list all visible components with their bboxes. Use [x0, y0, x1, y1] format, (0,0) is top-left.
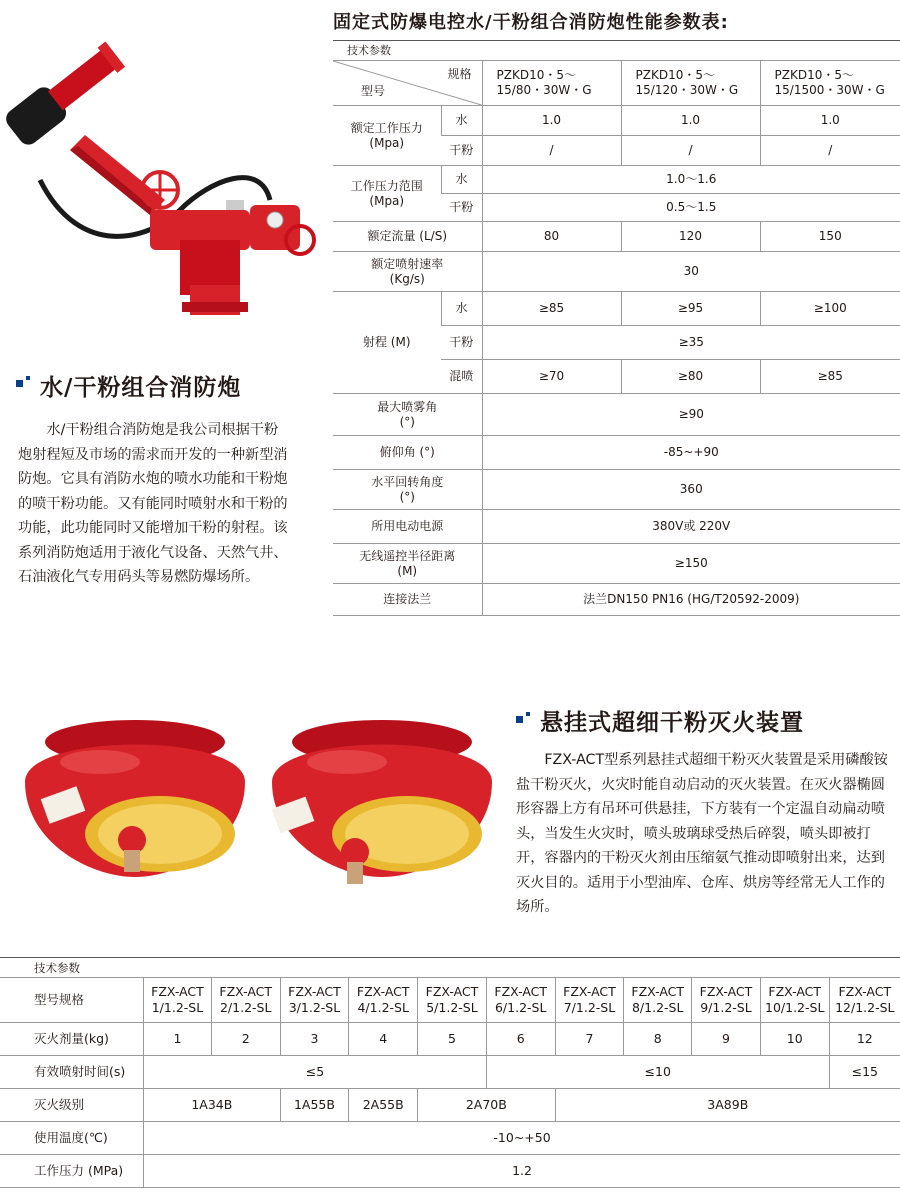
model-cell: FZX-ACT 9/1.2-SL: [692, 978, 761, 1023]
hanging-extinguisher-image: [267, 712, 497, 892]
row-label: 额定喷射速率 (Kg/s): [333, 252, 482, 292]
model-cell: PZKD10・5～ 15/1500・30W・G: [760, 61, 900, 106]
model-cell: FZX-ACT 8/1.2-SL: [624, 978, 692, 1023]
table-cell: 12: [829, 1023, 900, 1056]
table-cell: 2A55B: [349, 1089, 418, 1122]
row-label: 连接法兰: [333, 584, 482, 616]
cannon-table-title: 固定式防爆电控水/干粉组合消防炮性能参数表:: [333, 12, 729, 33]
table-cell: ≥35: [482, 326, 900, 360]
table-cell: 1.0: [482, 106, 621, 136]
model-cell: FZX-ACT 7/1.2-SL: [555, 978, 624, 1023]
row-label: 工作压力 (MPa): [0, 1155, 144, 1188]
table-cell: ≥85: [760, 360, 900, 394]
table-cell: 3: [280, 1023, 349, 1056]
table-header: 技术参数: [333, 41, 900, 61]
table-cell: 5: [418, 1023, 487, 1056]
row-label: 射程 (M): [333, 292, 441, 394]
table-cell: ≥85: [482, 292, 621, 326]
model-cell: FZX-ACT 2/1.2-SL: [211, 978, 280, 1023]
row-label: 工作压力范围 (Mpa): [333, 166, 441, 222]
model-cell: FZX-ACT 3/1.2-SL: [280, 978, 349, 1023]
table-cell: /: [760, 136, 900, 166]
table-cell: 150: [760, 222, 900, 252]
table-cell: 360: [482, 470, 900, 510]
table-header: 技术参数: [0, 958, 900, 978]
sub-label: 水: [441, 292, 482, 326]
sub-label: 干粉: [441, 194, 482, 222]
sub-label: 干粉: [441, 136, 482, 166]
table-cell: ≥70: [482, 360, 621, 394]
table-cell: 30: [482, 252, 900, 292]
row-label: 型号规格: [0, 978, 144, 1023]
model-cell: PZKD10・5～ 15/120・30W・G: [621, 61, 760, 106]
table-cell: 1.0: [760, 106, 900, 136]
table-cell: /: [621, 136, 760, 166]
model-cell: FZX-ACT 12/1.2-SL: [829, 978, 900, 1023]
table-cell: ≥80: [621, 360, 760, 394]
table-cell: 4: [349, 1023, 418, 1056]
model-cell: FZX-ACT 6/1.2-SL: [486, 978, 555, 1023]
table-cell: 120: [621, 222, 760, 252]
table-cell: 1.2: [144, 1155, 900, 1188]
table-cell: 1.0: [621, 106, 760, 136]
heading-bullet-icon: [526, 712, 530, 716]
sub-label: 混喷: [441, 360, 482, 394]
row-label: 所用电动电源: [333, 510, 482, 544]
row-label: 使用温度(℃): [0, 1122, 144, 1155]
hanging-heading: 悬挂式超细干粉灭火装置: [540, 710, 804, 736]
table-cell: 2A70B: [418, 1089, 556, 1122]
sub-label: 水: [441, 166, 482, 194]
table-cell: ≥90: [482, 394, 900, 436]
table-cell: 1: [144, 1023, 212, 1056]
row-label: 水平回转角度 (°): [333, 470, 482, 510]
table-cell: 1A34B: [144, 1089, 281, 1122]
table-cell: 6: [486, 1023, 555, 1056]
table-cell: ≥100: [760, 292, 900, 326]
table-cell: 2: [211, 1023, 280, 1056]
sub-label: 水: [441, 106, 482, 136]
sub-label: 干粉: [441, 326, 482, 360]
model-cell: FZX-ACT 10/1.2-SL: [760, 978, 829, 1023]
model-label: 型号: [361, 84, 386, 98]
table-cell: 3A89B: [555, 1089, 900, 1122]
cannon-description: 水/干粉组合消防炮是我公司根据干粉炮射程短及市场的需求而开发的一种新型消防炮。它具有消防水炮的喷水功能和干粉炮的喷干粉功能。又有能同时喷射水和干粉的功能，此功能同时又能增加干粉的射程。该系列消防炮适用于液化气设备、天然气井、石油液化气专用码头等易燃防爆场所。: [18, 422, 288, 585]
table-cell: /: [482, 136, 621, 166]
cannon-spec-table: [333, 40, 900, 616]
heading-bullet-icon: [516, 716, 523, 723]
table-cell: 9: [692, 1023, 761, 1056]
row-label: 额定工作压力 (Mpa): [333, 106, 441, 166]
model-cell: FZX-ACT 4/1.2-SL: [349, 978, 418, 1023]
row-label: 有效喷射时间(s): [0, 1056, 144, 1089]
table-cell: ≥95: [621, 292, 760, 326]
table-cell: ≤15: [829, 1056, 900, 1089]
diagonal-header-cell: [333, 61, 482, 106]
row-label: 无线遥控半径距离 (M): [333, 544, 482, 584]
table-cell: ≤10: [486, 1056, 829, 1089]
row-label: 俯仰角 (°): [333, 436, 482, 470]
table-cell: 380V或 220V: [482, 510, 900, 544]
hanging-description: FZX-ACT型系列悬挂式超细干粉灭火装置是采用磷酸铵盐干粉灭火，火灾时能自动启动的灭火装置。在灭火器椭圆形容器上方有吊环可供悬挂，下方装有一个定温自动扁动喷头，当发生火灾时，喷头玻璃球受热后碎裂，喷头即被打开，容器内的干粉灭火剂由压缩氨气推动即喷射出来，达到灭火目的。适用于小型油库、仓库、烘房等经常无人工作的场所。: [516, 752, 888, 915]
heading-bullet-icon: [16, 380, 23, 387]
table-cell: -10~+50: [144, 1122, 900, 1155]
table-cell: ≥150: [482, 544, 900, 584]
row-label: 最大喷雾角 (°): [333, 394, 482, 436]
table-cell: 0.5～1.5: [482, 194, 900, 222]
model-cell: PZKD10・5～ 15/80・30W・G: [482, 61, 621, 106]
hanging-spec-table: [0, 957, 900, 1188]
hanging-extinguisher-image: [20, 712, 250, 892]
spec-label: 规格: [447, 67, 472, 81]
table-cell: 8: [624, 1023, 692, 1056]
table-cell: 1A55B: [280, 1089, 349, 1122]
table-cell: 7: [555, 1023, 624, 1056]
fire-cannon-image: [0, 40, 330, 325]
model-cell: FZX-ACT 5/1.2-SL: [418, 978, 487, 1023]
table-cell: 80: [482, 222, 621, 252]
table-cell: -85~+90: [482, 436, 900, 470]
cannon-heading: 水/干粉组合消防炮: [40, 375, 242, 401]
model-cell: FZX-ACT 1/1.2-SL: [144, 978, 212, 1023]
table-cell: 法兰DN150 PN16 (HG/T20592-2009): [482, 584, 900, 616]
row-label: 灭火剂量(kg): [0, 1023, 144, 1056]
row-label: 额定流量 (L/S): [333, 222, 482, 252]
table-cell: 10: [760, 1023, 829, 1056]
table-cell: ≤5: [144, 1056, 487, 1089]
heading-bullet-icon: [26, 376, 30, 380]
table-cell: 1.0～1.6: [482, 166, 900, 194]
row-label: 灭火级别: [0, 1089, 144, 1122]
